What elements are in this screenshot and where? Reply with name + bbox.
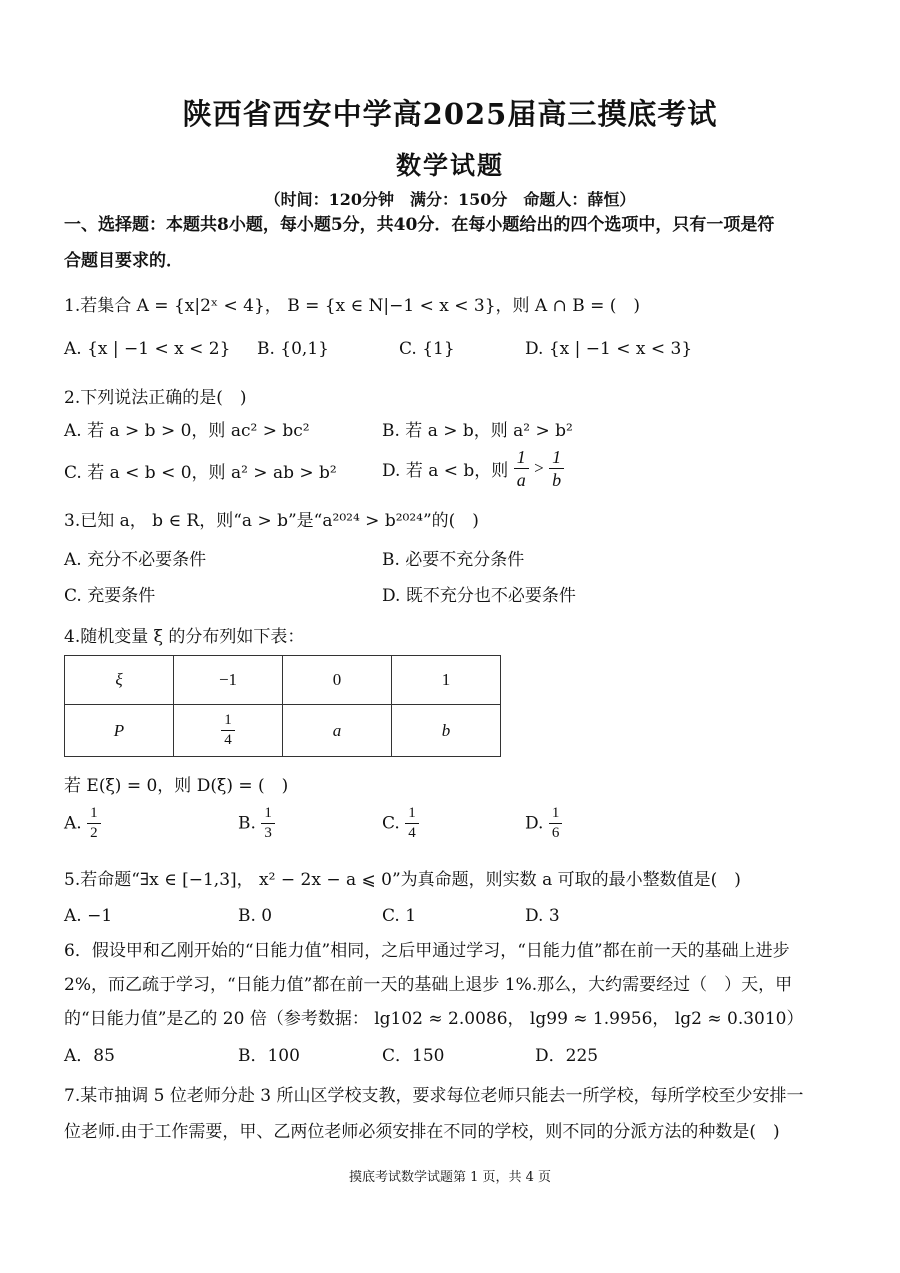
fraction-numerator: 1 bbox=[261, 806, 275, 824]
question-5-option-b: B. 0 bbox=[238, 906, 273, 926]
question-3-stem: 3.已知 a， b ∈ R，则“a > b”是“a²⁰²⁴ > b²⁰²⁴”的( ) bbox=[64, 511, 479, 531]
fraction-one-over-a bbox=[514, 448, 529, 489]
table-cell: −1 bbox=[174, 656, 283, 705]
question-3-option-d: D. 既不充分也不必要条件 bbox=[382, 586, 576, 606]
fraction-numerator: 1 bbox=[221, 713, 235, 731]
question-1-stem: 1.若集合 A = {x|2ˣ < 4}， B = {x ∈ N|−1 < x < 3}，则 A ∩ B = ( ) bbox=[64, 296, 641, 316]
question-2-option-c: C. 若 a < b < 0，则 a² > ab > b² bbox=[64, 463, 337, 483]
question-3-option-b: B. 必要不充分条件 bbox=[382, 550, 525, 570]
question-4-condition: 若 E(ξ) = 0，则 D(ξ) = ( ) bbox=[64, 776, 289, 796]
table-cell-header: ξ bbox=[65, 656, 174, 705]
fraction-one-quarter bbox=[221, 713, 235, 748]
option-label: A. bbox=[64, 813, 82, 834]
table-cell bbox=[174, 705, 283, 757]
question-2-option-a: A. 若 a > b > 0，则 ac² > bc² bbox=[64, 421, 310, 441]
table-cell: a bbox=[283, 705, 392, 757]
fraction-denominator: 2 bbox=[90, 825, 98, 841]
exam-subtitle: 数学试题 bbox=[395, 151, 504, 180]
question-1-option-a: A. {x | −1 < x < 2} bbox=[64, 339, 231, 359]
question-5-option-c: C. 1 bbox=[382, 906, 417, 926]
question-5-stem: 5.若命题“∃x ∈ [−1,3]， x² − 2x − a ⩽ 0”为真命题，则实数 a 可取的最小整数值是( ) bbox=[64, 870, 741, 890]
question-4-stem: 4.随机变量 ξ 的分布列如下表： bbox=[64, 627, 305, 647]
question-4-option-d bbox=[525, 806, 562, 841]
question-2-stem: 2.下列说法正确的是( ) bbox=[64, 388, 247, 408]
fraction-denominator: 4 bbox=[408, 825, 416, 841]
fraction-numerator: 1 bbox=[549, 448, 564, 469]
fraction-option bbox=[261, 806, 275, 841]
question-4-option-b bbox=[238, 806, 275, 841]
option-label: C. bbox=[382, 813, 400, 834]
question-4-option-a bbox=[64, 806, 101, 841]
fraction-denominator: 6 bbox=[551, 825, 560, 841]
fraction-numerator: 1 bbox=[549, 806, 563, 824]
question-6-line2: 2%，而乙疏于学习，“日能力值”都在前一天的基础上退步 1%.那么，大约需要经过（ ）天，甲 bbox=[64, 975, 793, 995]
fraction-option bbox=[405, 806, 419, 841]
question-6-option-a: A．85 bbox=[64, 1046, 115, 1066]
question-3-option-a: A. 充分不必要条件 bbox=[64, 550, 207, 570]
fraction-denominator: 4 bbox=[224, 732, 232, 748]
fraction-numerator: 1 bbox=[405, 806, 419, 824]
fraction-denominator: b bbox=[552, 470, 562, 490]
question-6-option-c: C．150 bbox=[382, 1046, 445, 1066]
page-footer: 摸底考试数学试题第 1 页，共 4 页 bbox=[348, 1170, 552, 1185]
table-cell: b bbox=[392, 705, 501, 757]
question-1-option-b: B. {0,1} bbox=[257, 339, 329, 359]
question-2-option-b: B. 若 a > b，则 a² > b² bbox=[382, 421, 573, 441]
fraction-denominator: a bbox=[516, 470, 526, 490]
fraction-option bbox=[87, 806, 101, 841]
question-3-option-c: C. 充要条件 bbox=[64, 586, 156, 606]
question-1-option-c: C. {1} bbox=[399, 339, 455, 359]
question-7-line2: 位老师.由于工作需要，甲、乙两位老师必须安排在不同的学校，则不同的分派方法的种数是( ) bbox=[64, 1122, 780, 1142]
table-cell: 1 bbox=[392, 656, 501, 705]
question-6-option-d: D．225 bbox=[535, 1046, 599, 1066]
option-label: B. bbox=[238, 813, 256, 834]
exam-meta: （时间：120分钟 满分：150分 命题人：薛恒） bbox=[264, 190, 636, 209]
table-cell-header: P bbox=[65, 705, 174, 757]
option-label: D. bbox=[525, 813, 544, 834]
question-6-line1: 6．假设甲和乙刚开始的“日能力值”相同，之后甲通过学习，“日能力值”都在前一天的基础上进步 bbox=[64, 941, 790, 961]
fraction-option bbox=[549, 806, 563, 841]
question-6-line3: 的“日能力值”是乙的 20 倍（参考数据： lg102 ≈ 2.0086， lg99 ≈ 1.9956， lg2 ≈ 0.3010） bbox=[64, 1009, 804, 1029]
question-4-option-c bbox=[382, 806, 419, 841]
question-7-line1: 7.某市抽调 5 位老师分赴 3 所山区学校支教，要求每位老师只能去一所学校，每所学校至少安排一 bbox=[64, 1086, 804, 1106]
question-5-option-d: D. 3 bbox=[525, 906, 560, 926]
fraction-denominator: 3 bbox=[264, 825, 272, 841]
question-6-option-b: B．100 bbox=[238, 1046, 300, 1066]
distribution-table bbox=[64, 655, 501, 757]
table-cell: 0 bbox=[283, 656, 392, 705]
question-2-option-d-text: D. 若 a < b，则 bbox=[382, 461, 509, 481]
section-heading-line1: 一、选择题：本题共8小题，每小题5分，共40分．在每小题给出的四个选项中，只有一项是符 bbox=[64, 215, 775, 235]
question-1-option-d: D. {x | −1 < x < 3} bbox=[525, 339, 693, 359]
question-2-option-d bbox=[382, 448, 564, 489]
section-heading-line2: 合题目要求的． bbox=[64, 251, 183, 271]
greater-than-sign: > bbox=[534, 458, 544, 478]
question-5-option-a: A. −1 bbox=[64, 906, 113, 926]
fraction-numerator: 1 bbox=[87, 806, 101, 824]
fraction-one-over-b bbox=[549, 448, 564, 489]
table-row bbox=[65, 656, 501, 705]
fraction-numerator: 1 bbox=[514, 448, 529, 469]
table-row bbox=[65, 705, 501, 757]
exam-title: 陕西省西安中学高2025届高三摸底考试 bbox=[182, 97, 718, 131]
